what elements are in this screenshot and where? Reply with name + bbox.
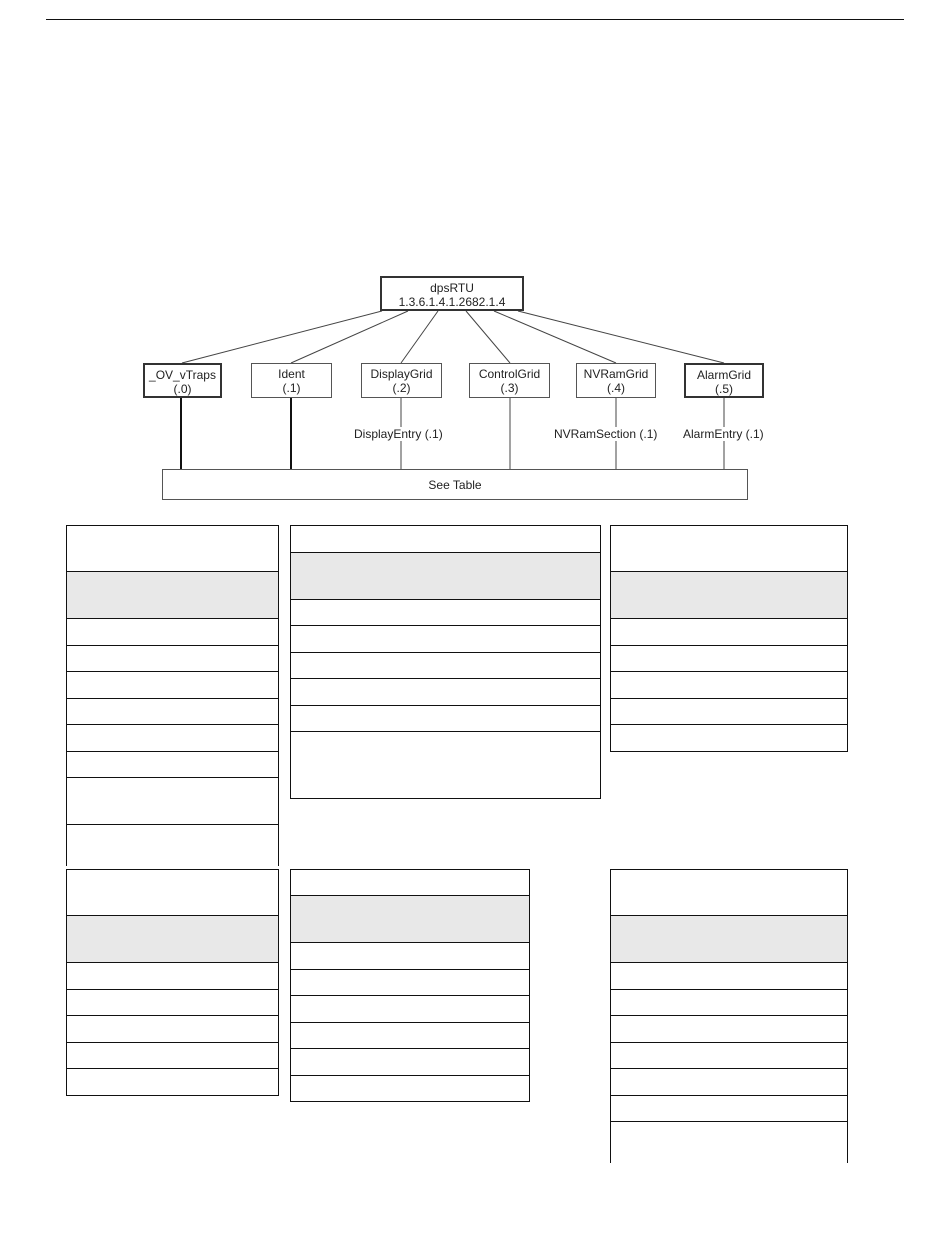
table-alarmgrid xyxy=(610,869,848,1163)
table-row xyxy=(66,1069,279,1096)
node-ov-vtraps xyxy=(143,363,222,398)
table-row xyxy=(290,600,601,626)
table-row xyxy=(290,706,601,732)
table-row xyxy=(66,1043,279,1069)
node-oid: (.0) xyxy=(173,382,192,396)
connector-lines xyxy=(0,0,950,520)
table-row xyxy=(66,1016,279,1043)
table-row xyxy=(610,646,848,672)
node-label: AlarmGrid xyxy=(696,368,751,382)
table-row xyxy=(610,619,848,646)
edge-label-alarmentry: AlarmEntry (.1) xyxy=(683,427,764,441)
table-row xyxy=(610,1016,848,1043)
table-row xyxy=(290,525,601,553)
table-row xyxy=(290,1076,530,1102)
node-oid: (.4) xyxy=(607,381,625,395)
table-row xyxy=(610,525,848,572)
table-row xyxy=(610,699,848,725)
node-label: ControlGrid xyxy=(478,367,541,381)
table-row xyxy=(66,752,279,778)
table-row xyxy=(290,996,530,1023)
table-row xyxy=(290,869,530,896)
table-row xyxy=(290,732,601,799)
table-row xyxy=(290,1049,530,1076)
table-controlgrid xyxy=(66,869,279,1096)
root-node-dpsrtu xyxy=(380,276,524,311)
table-row xyxy=(66,778,279,825)
table-row xyxy=(610,963,848,990)
table-row xyxy=(66,963,279,990)
node-label: DisplayGrid xyxy=(370,367,433,381)
table-row xyxy=(66,525,279,572)
node-ident xyxy=(251,363,332,398)
table-row xyxy=(610,1043,848,1069)
node-alarmgrid xyxy=(684,363,764,398)
table-row xyxy=(66,825,279,866)
node-nvramgrid xyxy=(576,363,656,398)
table-row xyxy=(290,970,530,996)
table-header-row xyxy=(290,896,530,943)
table-row xyxy=(610,672,848,699)
table-nvramgrid xyxy=(290,869,530,1102)
table-header-row xyxy=(610,572,848,619)
edge-label-nvramsection: NVRamSection (.1) xyxy=(554,427,658,441)
node-displaygrid xyxy=(361,363,442,398)
node-oid: (.2) xyxy=(392,381,411,395)
table-row xyxy=(610,869,848,916)
see-table-box: See Table xyxy=(162,469,748,500)
root-node-oid: 1.3.6.1.4.1.2682.1.4 xyxy=(398,295,506,309)
table-row xyxy=(610,1069,848,1096)
edge-label-displayentry: DisplayEntry (.1) xyxy=(354,427,443,441)
table-header-row xyxy=(66,572,279,619)
table-row xyxy=(66,646,279,672)
table-row xyxy=(610,725,848,752)
table-row xyxy=(66,619,279,646)
table-row xyxy=(66,725,279,752)
table-displaygrid xyxy=(610,525,848,752)
node-oid: (.5) xyxy=(715,382,733,396)
root-node-name: dpsRTU xyxy=(430,281,474,295)
table-row xyxy=(66,990,279,1016)
table-row xyxy=(66,869,279,916)
table-row xyxy=(290,679,601,706)
node-oid: (.1) xyxy=(282,381,301,395)
table-row xyxy=(610,1096,848,1122)
table-row xyxy=(610,1122,848,1163)
table-header-row xyxy=(290,553,601,600)
node-label: NVRamGrid xyxy=(583,367,649,381)
table-row xyxy=(290,943,530,970)
node-oid: (.3) xyxy=(500,381,519,395)
table-row xyxy=(66,699,279,725)
table-header-row xyxy=(66,916,279,963)
node-controlgrid xyxy=(469,363,550,398)
node-label: _OV_vTraps xyxy=(149,368,216,382)
table-row xyxy=(66,672,279,699)
node-label: Ident xyxy=(278,367,305,381)
table-row xyxy=(610,990,848,1016)
table-ov-vtraps xyxy=(66,525,279,866)
table-row xyxy=(290,626,601,653)
table-header-row xyxy=(610,916,848,963)
table-row xyxy=(290,653,601,679)
table-ident xyxy=(290,525,601,799)
table-row xyxy=(290,1023,530,1049)
